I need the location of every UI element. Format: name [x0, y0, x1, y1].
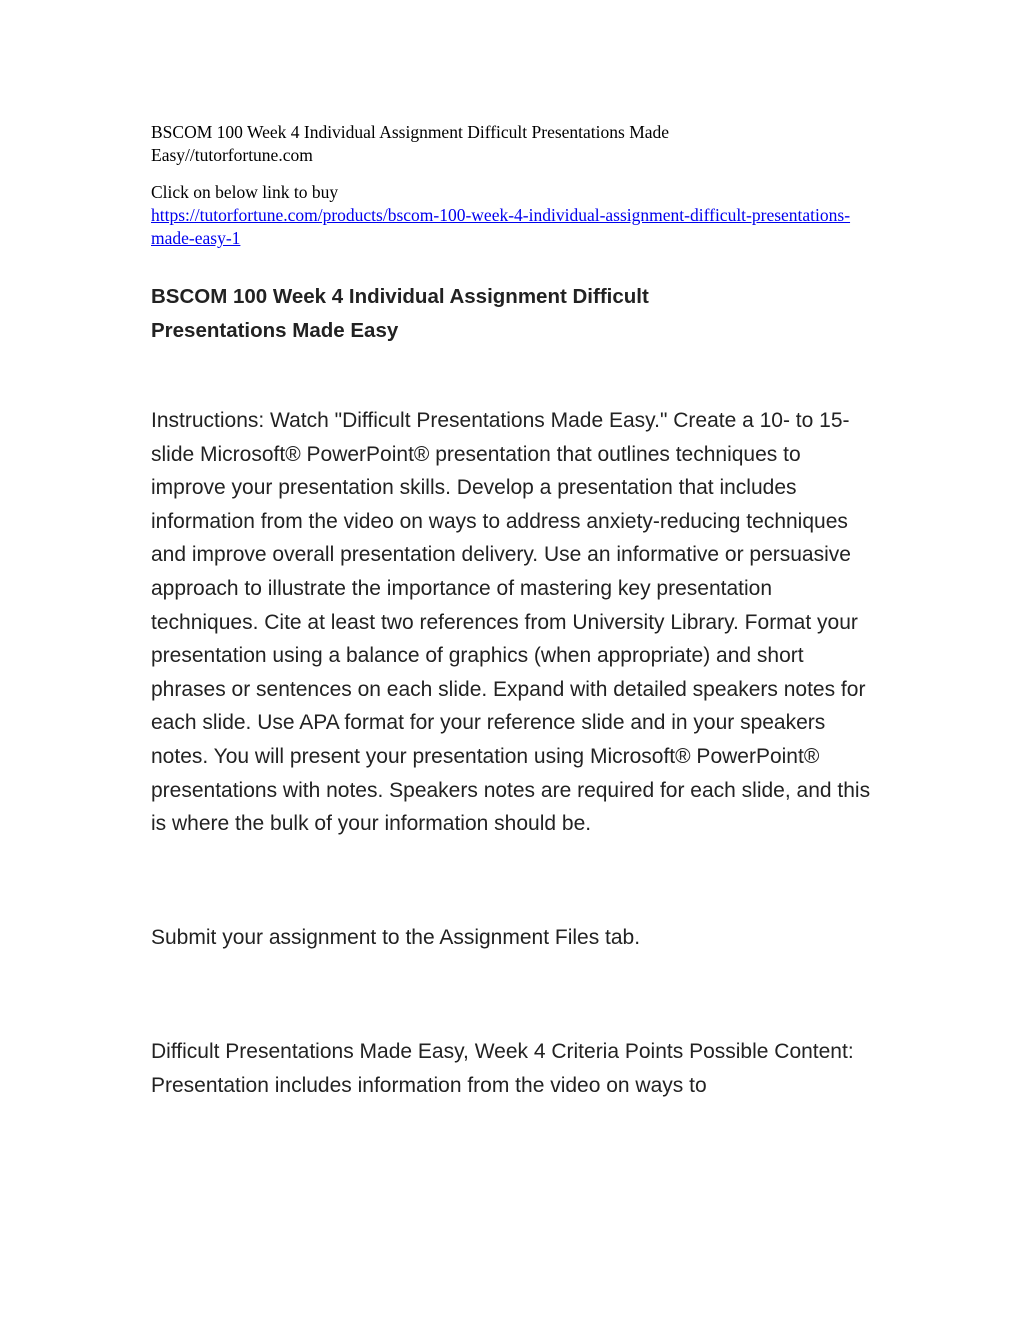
criteria-paragraph: Difficult Presentations Made Easy, Week 4 Criteria Points Possible Content: Presentation includes information from the video on ways to	[151, 1040, 854, 1097]
assignment-heading: BSCOM 100 Week 4 Individual Assignment Difficult Presentations Made Easy	[151, 285, 649, 342]
product-link[interactable]: https://tutorfortune.com/products/bscom-100-week-4-individual-assignment-difficult-presentations-made-easy-1	[151, 205, 851, 248]
buy-prompt: Click on below link to buy	[151, 182, 339, 202]
document-title: BSCOM 100 Week 4 Individual Assignment Difficult Presentations Made Easy//tutorfortune.com	[151, 122, 670, 165]
document-content	[151, 121, 871, 1103]
buy-link-block	[151, 181, 871, 250]
submit-note: Submit your assignment to the Assignment Files tab.	[151, 925, 641, 949]
instructions-paragraph: Instructions: Watch "Difficult Presentations Made Easy." Create a 10- to 15-slide Microsoft® PowerPoint® presentation that outlines techniques to improve your presentation skills. Develop a presentation that includes information from the video on ways to address anxiety-reducing techniques and improve overall presentation delivery. Use an informative or persuasive approach to illustrate the importance of mastering key presentation techniques. Cite at least two references from University Library. Format your presentation using a balance of graphics (when appropriate) and short phrases or sentences on each slide. Expand with detailed speakers notes for each slide. Use APA format for your reference slide and in your speakers notes. You will present your presentation using Microsoft® PowerPoint® presentations with notes. Speakers notes are required for each slide, and this is where the bulk of your information should be.	[151, 409, 871, 836]
